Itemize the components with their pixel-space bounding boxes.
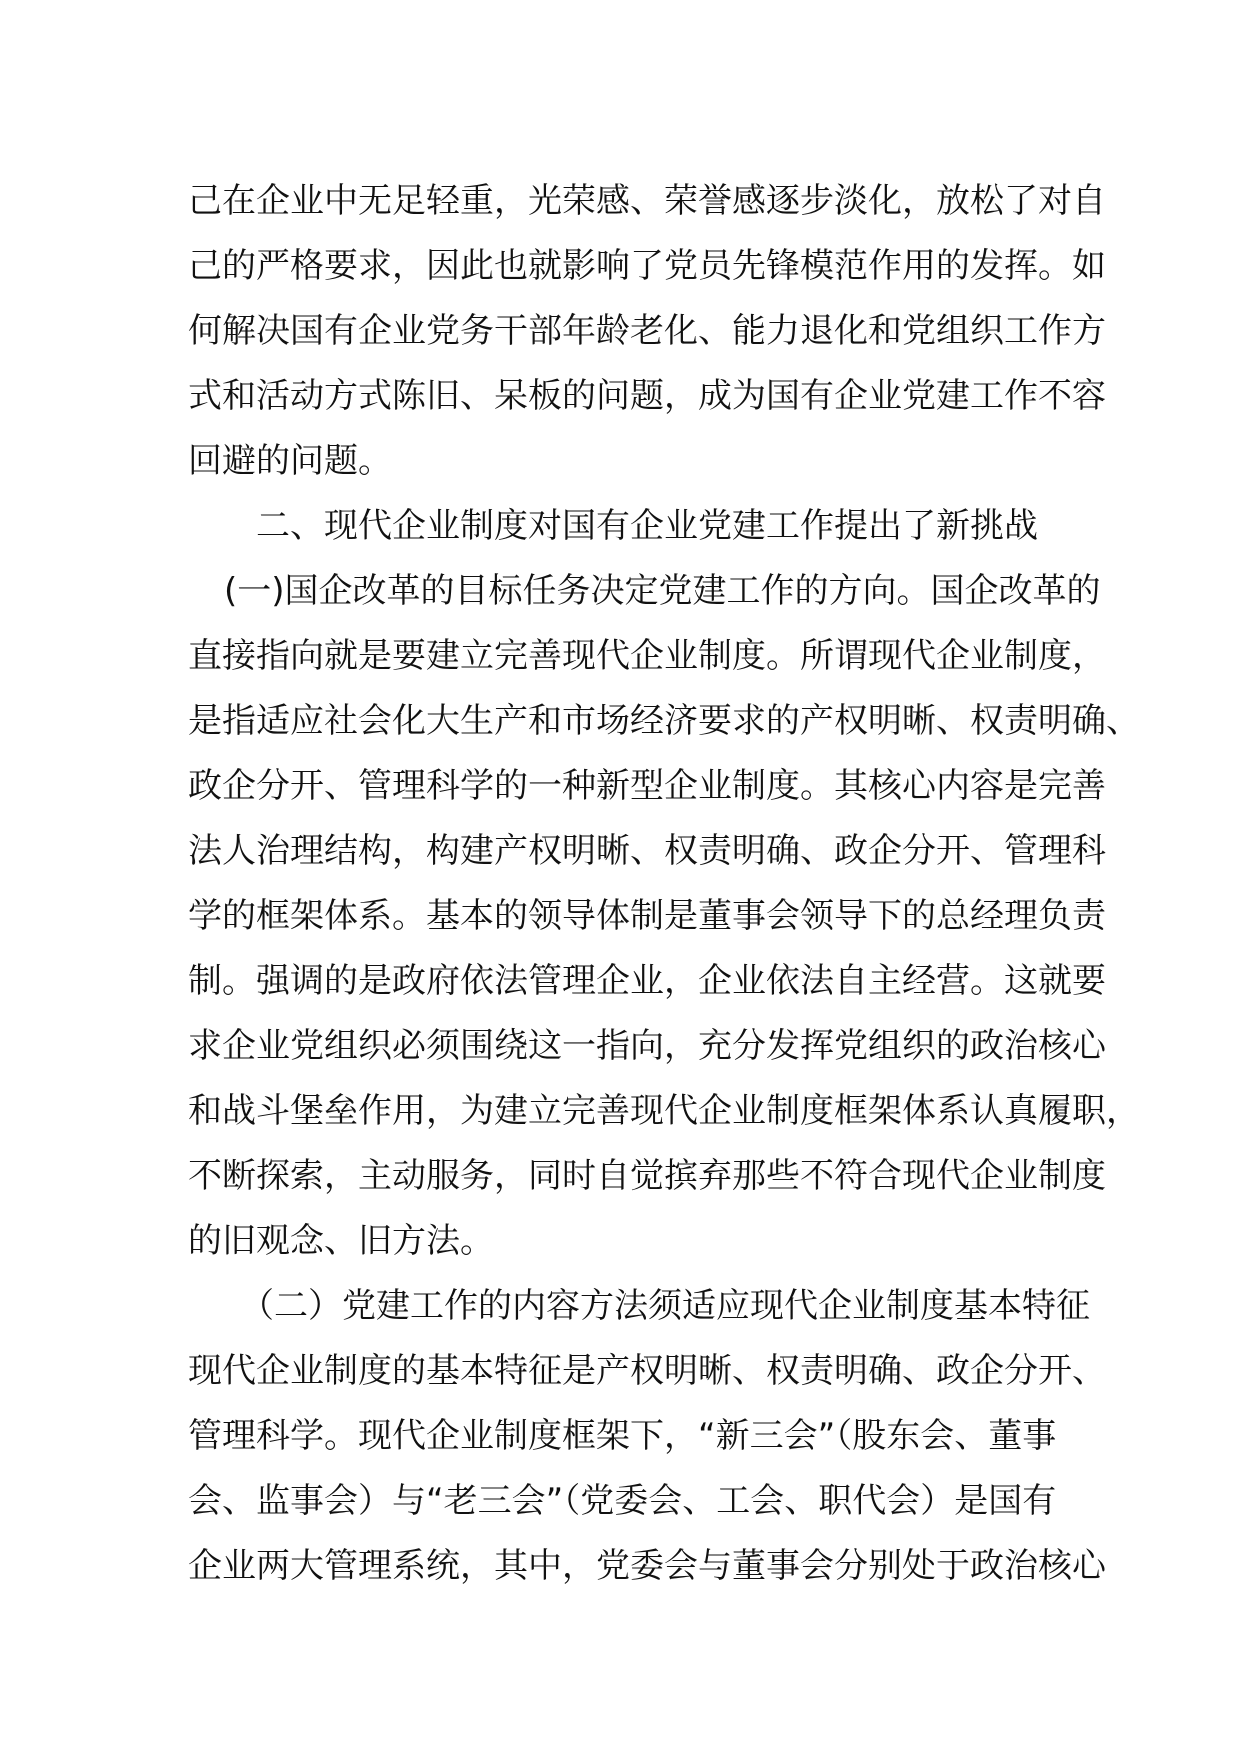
body-text: [188, 169, 1140, 1599]
text-line: 管理科学。现代企业制度框架下，“新三会”（股东会、董事: [188, 1416, 1057, 1456]
text-line: 何解决国有企业党务干部年龄老化、能力退化和党组织工作方: [188, 311, 1106, 351]
text-line: 和战斗堡垒作用，为建立完善现代企业制度框架体系认真履职，: [188, 1091, 1140, 1131]
text-line: 企业两大管理系统，其中，党委会与董事会分别处于政治核心: [188, 1546, 1106, 1586]
text-line: 会、监事会）与“老三会”（党委会、工会、职代会）是国有: [188, 1481, 1057, 1521]
text-line: 式和活动方式陈旧、呆板的问题，成为国有企业党建工作不容: [188, 376, 1106, 416]
section-heading: 二、现代企业制度对国有企业党建工作提出了新挑战: [256, 506, 1038, 546]
subsection-heading: (一)国企改革的目标任务决定党建工作的方向。国企改革的: [224, 571, 1101, 611]
text-line: 求企业党组织必须围绕这一指向，充分发挥党组织的政治核心: [188, 1026, 1106, 1066]
text-line: 现代企业制度的基本特征是产权明晰、权责明确、政企分开、: [188, 1351, 1106, 1391]
text-line: 的旧观念、旧方法。: [188, 1221, 494, 1261]
text-line: 学的框架体系。基本的领导体制是董事会领导下的总经理负责: [188, 896, 1106, 936]
subsection-heading: （二）党建工作的内容方法须适应现代企业制度基本特征: [240, 1286, 1090, 1326]
text-line: 法人治理结构，构建产权明晰、权责明确、政企分开、管理科: [188, 831, 1106, 871]
text-line: 政企分开、管理科学的一种新型企业制度。其核心内容是完善: [188, 766, 1106, 806]
text-line: 己的严格要求，因此也就影响了党员先锋模范作用的发挥。如: [188, 246, 1106, 286]
text-line: 直接指向就是要建立完善现代企业制度。所谓现代企业制度，: [188, 636, 1106, 676]
text-line: 回避的问题。: [188, 441, 392, 481]
text-line: 不断探索，主动服务，同时自觉摈弃那些不符合现代企业制度: [188, 1156, 1106, 1196]
text-line: 制。强调的是政府依法管理企业，企业依法自主经营。这就要: [188, 961, 1106, 1001]
text-line: 己在企业中无足轻重，光荣感、荣誉感逐步淡化，放松了对自: [188, 181, 1106, 221]
text-line: 是指适应社会化大生产和市场经济要求的产权明晰、权责明确、: [188, 701, 1140, 741]
